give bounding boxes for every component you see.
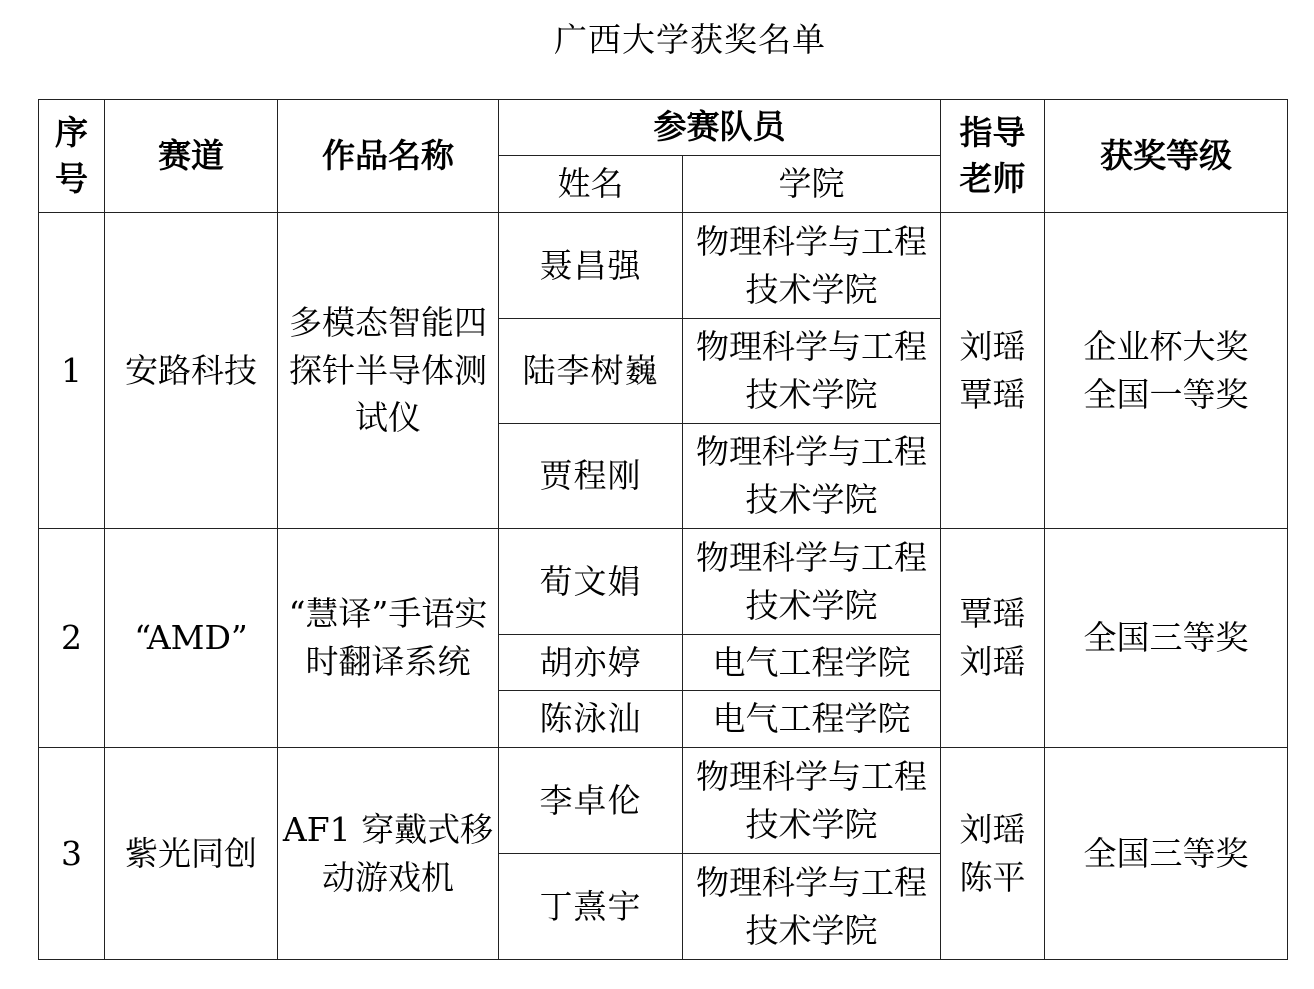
- table-row: [39, 748, 1288, 854]
- row-track: 安路科技: [105, 213, 278, 529]
- member-college: 物理科学与工程技术学院: [683, 213, 941, 319]
- header-member-name: 姓名: [499, 156, 683, 213]
- table-header: [39, 100, 1288, 213]
- row-advisor: [941, 748, 1045, 960]
- member-name: 李卓伦: [499, 748, 683, 854]
- member-college: 物理科学与工程技术学院: [683, 748, 941, 854]
- table-row: [39, 529, 1288, 635]
- member-name: 胡亦婷: [499, 635, 683, 691]
- member-name: 聂昌强: [499, 213, 683, 319]
- member-name: 荀文娟: [499, 529, 683, 635]
- header-members-group: 参赛队员: [499, 100, 941, 156]
- header-track: 赛道: [105, 100, 278, 213]
- row-award: [1045, 529, 1288, 748]
- member-college: 电气工程学院: [683, 635, 941, 691]
- advisor-line: 刘瑶: [959, 809, 1026, 849]
- member-college: 物理科学与工程技术学院: [683, 854, 941, 960]
- member-name: 丁熹宇: [499, 854, 683, 960]
- row-advisor: [941, 529, 1045, 748]
- row-track: 紫光同创: [105, 748, 278, 960]
- member-name: 陈泳汕: [499, 691, 683, 748]
- header-work: 作品名称: [278, 100, 499, 213]
- row-award: [1045, 213, 1288, 529]
- row-work: “慧译”手语实时翻译系统: [278, 529, 499, 748]
- header-award: 获奖等级: [1045, 100, 1288, 213]
- row-work: 多模态智能四探针半导体测试仪: [278, 213, 499, 529]
- award-line: 企业杯大奖: [1083, 326, 1249, 366]
- member-college: 电气工程学院: [683, 691, 941, 748]
- row-work: AF1 穿戴式移动游戏机: [278, 748, 499, 960]
- header-member-college: 学院: [683, 156, 941, 213]
- member-college: 物理科学与工程技术学院: [683, 319, 941, 424]
- advisor-line: 刘瑶: [959, 642, 1026, 681]
- row-index: 3: [39, 748, 105, 960]
- header-advisor: 指导老师: [941, 100, 1045, 213]
- advisor-line: 陈平: [959, 857, 1026, 897]
- row-advisor: [941, 213, 1045, 529]
- row-index: 1: [39, 213, 105, 529]
- award-line: 全国三等奖: [1083, 618, 1249, 658]
- member-college: 物理科学与工程技术学院: [683, 424, 941, 529]
- member-college: 物理科学与工程技术学院: [683, 529, 941, 635]
- award-line: 全国一等奖: [1083, 374, 1249, 414]
- advisor-line: 覃瑶: [959, 594, 1026, 634]
- advisor-line: 覃瑶: [959, 374, 1026, 414]
- row-track: “AMD”: [105, 529, 278, 748]
- award-table: [38, 99, 1288, 960]
- header-index: 序号: [39, 100, 105, 213]
- member-name: 陆李树巍: [499, 319, 683, 424]
- award-line: 全国三等奖: [1083, 833, 1249, 873]
- document-title: 广西大学获奖名单: [554, 20, 826, 59]
- table-row: [39, 213, 1288, 319]
- member-name: 贾程刚: [499, 424, 683, 529]
- row-award: [1045, 748, 1288, 960]
- advisor-line: 刘瑶: [959, 326, 1026, 366]
- row-index: 2: [39, 529, 105, 748]
